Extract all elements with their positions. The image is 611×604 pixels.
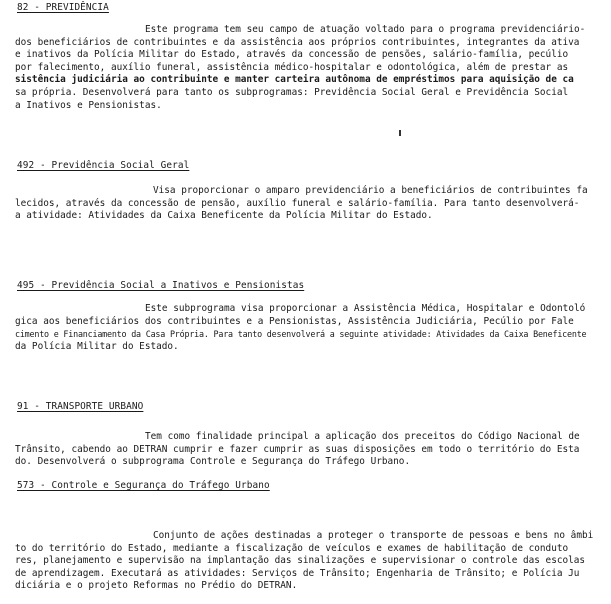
paragraph-line: diciária e o projeto Reformas no Prédio do DETRAN. [15,580,298,592]
section-body-transporte-urbano [15,431,599,469]
section-body-controle-seguranca [15,530,599,593]
section-heading-transporte-urbano: 91 - TRANSPORTE URBANO [17,401,144,412]
paragraph-line: dos beneficiários de contribuintes e da assistência aos próprios contribuintes, integrantes da ativa [15,36,580,48]
paragraph-line: to do território do Estado, mediante a fiscalização de veículos e exames de habilitação de conduto [15,542,569,554]
paragraph-line: a atividade: Atividades da Caixa Beneficente da Polícia Militar do Estado. [15,210,433,222]
section-body-previdencia [15,24,599,112]
paragraph-line: e inativos da Polícia Militar do Estado, através da concessão de pensões, salário-família, pecúlio [15,49,569,61]
paragraph-line: Visa proporcionar o amparo previdenciário a beneficiários de contribuintes fa [153,185,588,196]
paragraph-line: Este programa tem seu campo de atuação voltado para o programa previdenciário- [145,24,586,35]
paragraph-line: Trânsito, cabendo ao DETRAN cumprir e fazer cumprir as suas disposições em todo o território do Esta [15,443,580,455]
section-heading-previdencia: 82 - PREVIDÊNCIA [17,2,109,13]
paragraph-line: Tem como finalidade principal a aplicação dos preceitos do Código Nacional de [145,431,580,442]
scan-speck [399,130,401,136]
paragraph-line: por falecimento, auxílio funeral, assistência médico-hospitalar e odontológica, além de prestar as [15,61,569,73]
section-body-previdencia-inativos [15,303,599,353]
paragraph-line: Este subprograma visa proporcionar a Assistência Médica, Hospitalar e Odontoló [145,303,586,314]
paragraph-line: Conjunto de ações destinadas a proteger o transporte de pessoas e bens no âmbi [153,530,594,541]
paragraph-line: sa própria. Desenvolverá para tanto os subprogramas: Previdência Social Geral e Previdência Social [15,86,569,98]
section-body-previdencia-social-geral [15,185,599,223]
paragraph-line: res, planejamento e supervisão na implantação das sinalizações e supervisionar o controle das escolas [15,555,586,567]
paragraph-line: lecidos, através da concessão de pensão, auxílio funeral e salário-família. Para tanto desenvolverá- [15,197,580,209]
section-heading-controle-seguranca: 573 - Controle e Segurança do Tráfego Urbano [17,480,270,491]
section-heading-previdencia-social-geral: 492 - Previdência Social Geral [17,160,190,171]
paragraph-line: sistência judiciária ao contribuinte e manter carteira autônoma de empréstimos para aquisição de ca [15,74,574,86]
paragraph-line: da Polícia Militar do Estado. [15,340,179,352]
paragraph-line: a Inativos e Pensionistas. [15,99,162,111]
paragraph-line: cimento e Financiamento da Casa Própria. Para tanto desenvolverá a seguinte atividade: Atividades da Caixa Beneficente [15,329,587,340]
paragraph-line: gica aos beneficiários dos contribuintes e a Pensionistas, Assistência Judiciária, Pecúlio por Fale [15,315,574,327]
section-heading-previdencia-inativos: 495 - Previdência Social a Inativos e Pensionistas [17,280,305,291]
paragraph-line: do. Desenvolverá o subprograma Controle e Segurança do Tráfego Urbano. [15,456,411,468]
paragraph-line: de aprendizagem. Executará as atividades: Serviços de Trânsito; Engenharia de Trânsito; e Polícia Ju [15,567,580,579]
